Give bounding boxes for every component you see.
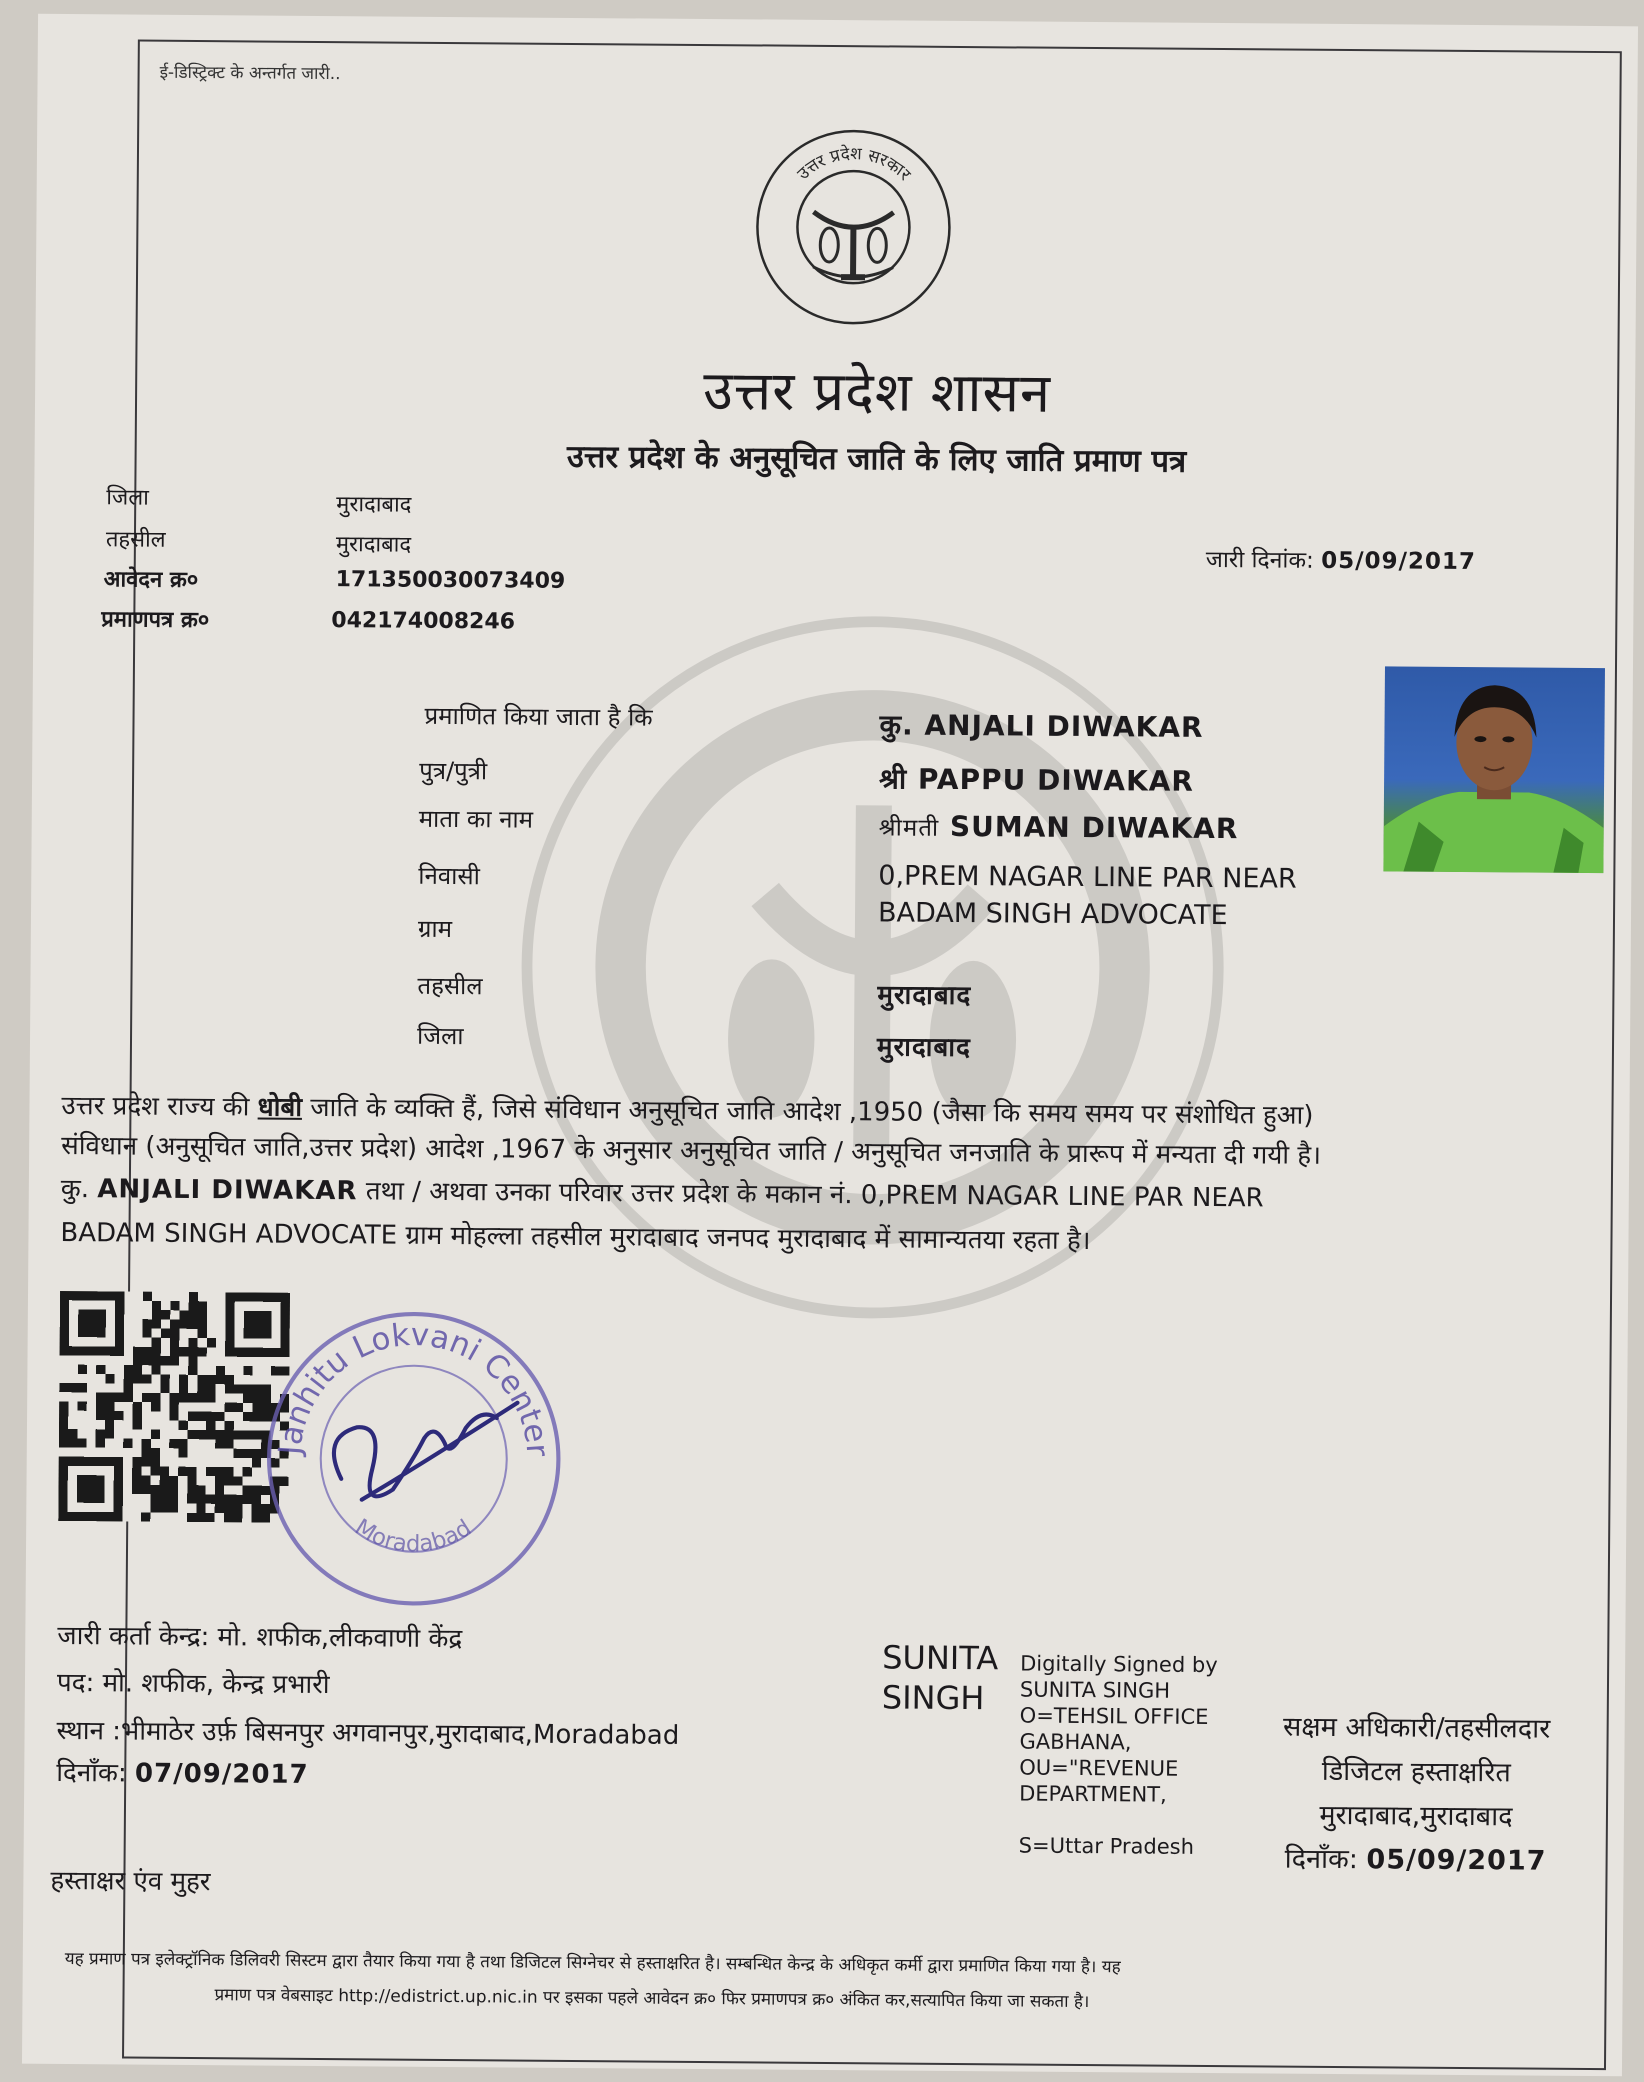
- issuer-center: जारी कर्ता केन्द्र: मो. शफीक,लीकवाणी केंद्र: [57, 1620, 463, 1655]
- footer-note-line1: यह प्रमाण पत्र इलेक्ट्रॉनिक डिलिवरी सिस्टम द्वारा तैयार किया गया है तथा डिजिटल सिग्नेचर से हस्ताक्षरित है। सम्बन्धित केन्द्र के अधिकृत कर्मी द्वारा प्रमाणित किया गया है। यह: [64, 1949, 1121, 1978]
- mother-prefix: श्रीमती: [878, 813, 940, 842]
- digisign-line: SUNITA SINGH: [1019, 1677, 1171, 1703]
- officer-signed: डिजिटल हस्ताक्षरित: [1321, 1755, 1511, 1789]
- tehsil-label: तहसील: [105, 527, 166, 553]
- district-label: जिला: [106, 485, 150, 511]
- address-line1: 0,PREM NAGAR LINE PAR NEAR: [878, 860, 1297, 895]
- detail-tehsil-label: तहसील: [417, 971, 483, 1001]
- digisign-line: [1019, 1807, 1217, 1835]
- officer-designation: सक्षम अधिकारी/तहसीलदार: [1282, 1711, 1551, 1745]
- issuer-date-label: दिनाँक:: [56, 1757, 127, 1789]
- father-name: [879, 759, 1194, 799]
- application-label: आवेदन क्र०: [103, 567, 199, 594]
- father-prefix: श्री: [878, 762, 908, 796]
- govt-title: उत्तर प्रदेश शासन: [703, 358, 1052, 425]
- officer-block: [1235, 1705, 1596, 1884]
- issue-date-value: 05/09/2017: [1321, 547, 1477, 576]
- paragraph-line2: संविधान (अनुसूचित जाति,उत्तर प्रदेश) आदेश ,1967 के अनुसार अनुसूचित जाति / अनुसूचित जनजाति के प्रारूप में मन्यता दी गयी है।: [61, 1130, 1322, 1171]
- detail-tehsil-value: मुरादाबाद: [877, 980, 972, 1012]
- up-govt-emblem-icon: [753, 126, 955, 328]
- name-text: ANJALI DIWAKAR: [924, 708, 1204, 744]
- para-text-b: जाति के व्यक्ति हैं, जिसे संविधान अनुसूचित जाति आदेश ,1950 (जैसा कि समय समय पर संशोधित हुआ): [301, 1092, 1314, 1131]
- signer-name-line1: SUNITA: [882, 1638, 999, 1678]
- mother-name-text: SUMAN DIWAKAR: [949, 809, 1239, 846]
- address-line2: BADAM SINGH ADVOCATE: [877, 897, 1228, 932]
- certificate-number: 042174008246: [331, 608, 516, 635]
- digisign-line: DEPARTMENT,: [1019, 1781, 1167, 1807]
- digital-signature-details: [1019, 1651, 1218, 1861]
- detail-district-value: मुरादाबाद: [876, 1032, 971, 1064]
- parent-label: पुत्र/पुत्री: [419, 756, 488, 786]
- issue-date-label: जारी दिनांक:: [1205, 546, 1314, 574]
- certificate-paper: [22, 14, 1638, 2077]
- officer-date: [1235, 1837, 1595, 1884]
- certificate-label: प्रमाणपत्र क्र०: [101, 607, 210, 634]
- digisign-line: S=Uttar Pradesh: [1018, 1833, 1195, 1859]
- svg-text:उत्तर प्रदेश सरकार: [793, 143, 915, 186]
- officer-place: मुरादाबाद,मुरादाबाद: [1319, 1799, 1513, 1833]
- district-value: मुरादाबाद: [336, 492, 412, 518]
- svg-text:Moradabad: [350, 1514, 476, 1558]
- signature-seal-label: हस्ताक्षर एंव मुहर: [50, 1865, 211, 1898]
- village-label: ग्राम: [417, 914, 453, 944]
- person-photo-icon: [1383, 666, 1605, 873]
- qr-code-icon: [58, 1291, 290, 1523]
- issue-date: [1206, 542, 1476, 576]
- certified-label: प्रमाणित किया जाता है कि: [424, 701, 653, 732]
- certificate-title: उत्तर प्रदेश के अनुसूचित जाति के लिए जाति प्रमाण पत्र: [566, 438, 1187, 480]
- para-name-prefix: कु.: [60, 1173, 98, 1205]
- svg-text:Janhitu Lokvani Center: [272, 1316, 557, 1460]
- tehsil-value: मुरादाबाद: [335, 532, 412, 558]
- issuer-place: स्थान :भीमाठेर उर्फ़ बिसनपुर अगवानपुर,मुरादाबाद,Moradabad: [56, 1715, 680, 1751]
- mother-name: [879, 809, 1239, 846]
- detail-district-label: जिला: [416, 1021, 464, 1051]
- emblem-text: उत्तर प्रदेश सरकार: [793, 144, 915, 185]
- officer-date-label: दिनाँक:: [1284, 1843, 1359, 1876]
- caste-name: धोबी: [257, 1092, 303, 1123]
- para-name: ANJALI DIWAKAR: [97, 1174, 358, 1207]
- issued-under-text: ई-डिस्ट्रिक्ट के अन्तर्गत जारी..: [159, 62, 341, 85]
- father-name-text: PAPPU DIWAKAR: [917, 762, 1195, 798]
- applicant-photo: [1383, 666, 1605, 873]
- digisign-line: O=TEHSIL OFFICE: [1019, 1703, 1209, 1729]
- applicant-name: [879, 705, 1203, 746]
- certificate-frame: [50, 40, 1622, 2071]
- paragraph-line4: BADAM SINGH ADVOCATE ग्राम मोहल्ला तहसील मुरादाबाद जनपद मुरादाबाद में सामान्यतया रहता है।: [60, 1217, 1091, 1257]
- center-stamp-icon: [258, 1303, 570, 1615]
- stamp-bottom-text: Moradabad: [350, 1514, 477, 1558]
- officer-date-value: 05/09/2017: [1366, 1844, 1547, 1877]
- signer-name: [882, 1637, 999, 1718]
- resident-label: निवासी: [418, 861, 480, 891]
- signer-name-line2: SINGH: [881, 1678, 985, 1718]
- name-prefix: कु.: [879, 708, 914, 742]
- issuer-post: पद: मो. शफीक, केन्द्र प्रभारी: [56, 1667, 330, 1701]
- handwritten-signature: [334, 1401, 518, 1501]
- stamp-top-text: Janhitu Lokvani Center: [272, 1316, 556, 1458]
- issuer-date: [56, 1753, 309, 1791]
- para-text-a: उत्तर प्रदेश राज्य की: [61, 1090, 258, 1123]
- issuer-date-value: 07/09/2017: [134, 1758, 309, 1790]
- application-number: 171350030073409: [335, 567, 566, 594]
- digisign-line: Digitally Signed by: [1020, 1651, 1218, 1678]
- footer-note-line2: प्रमाण पत्र वेबसाइट http://edistrict.up.nic.in पर इसका पहले आवेदन क्र० फिर प्रमाणपत्र क्र० अंकित कर,सत्यापित किया जा सकता है।: [214, 1985, 1090, 2013]
- para-text-c: तथा / अथवा उनका परिवार उत्तर प्रदेश के मकान नं. 0,PREM NAGAR LINE PAR NEAR: [357, 1176, 1264, 1214]
- mother-label: माता का नाम: [418, 804, 534, 834]
- digisign-line: GABHANA,: [1019, 1729, 1132, 1755]
- digisign-line: OU="REVENUE: [1019, 1755, 1179, 1781]
